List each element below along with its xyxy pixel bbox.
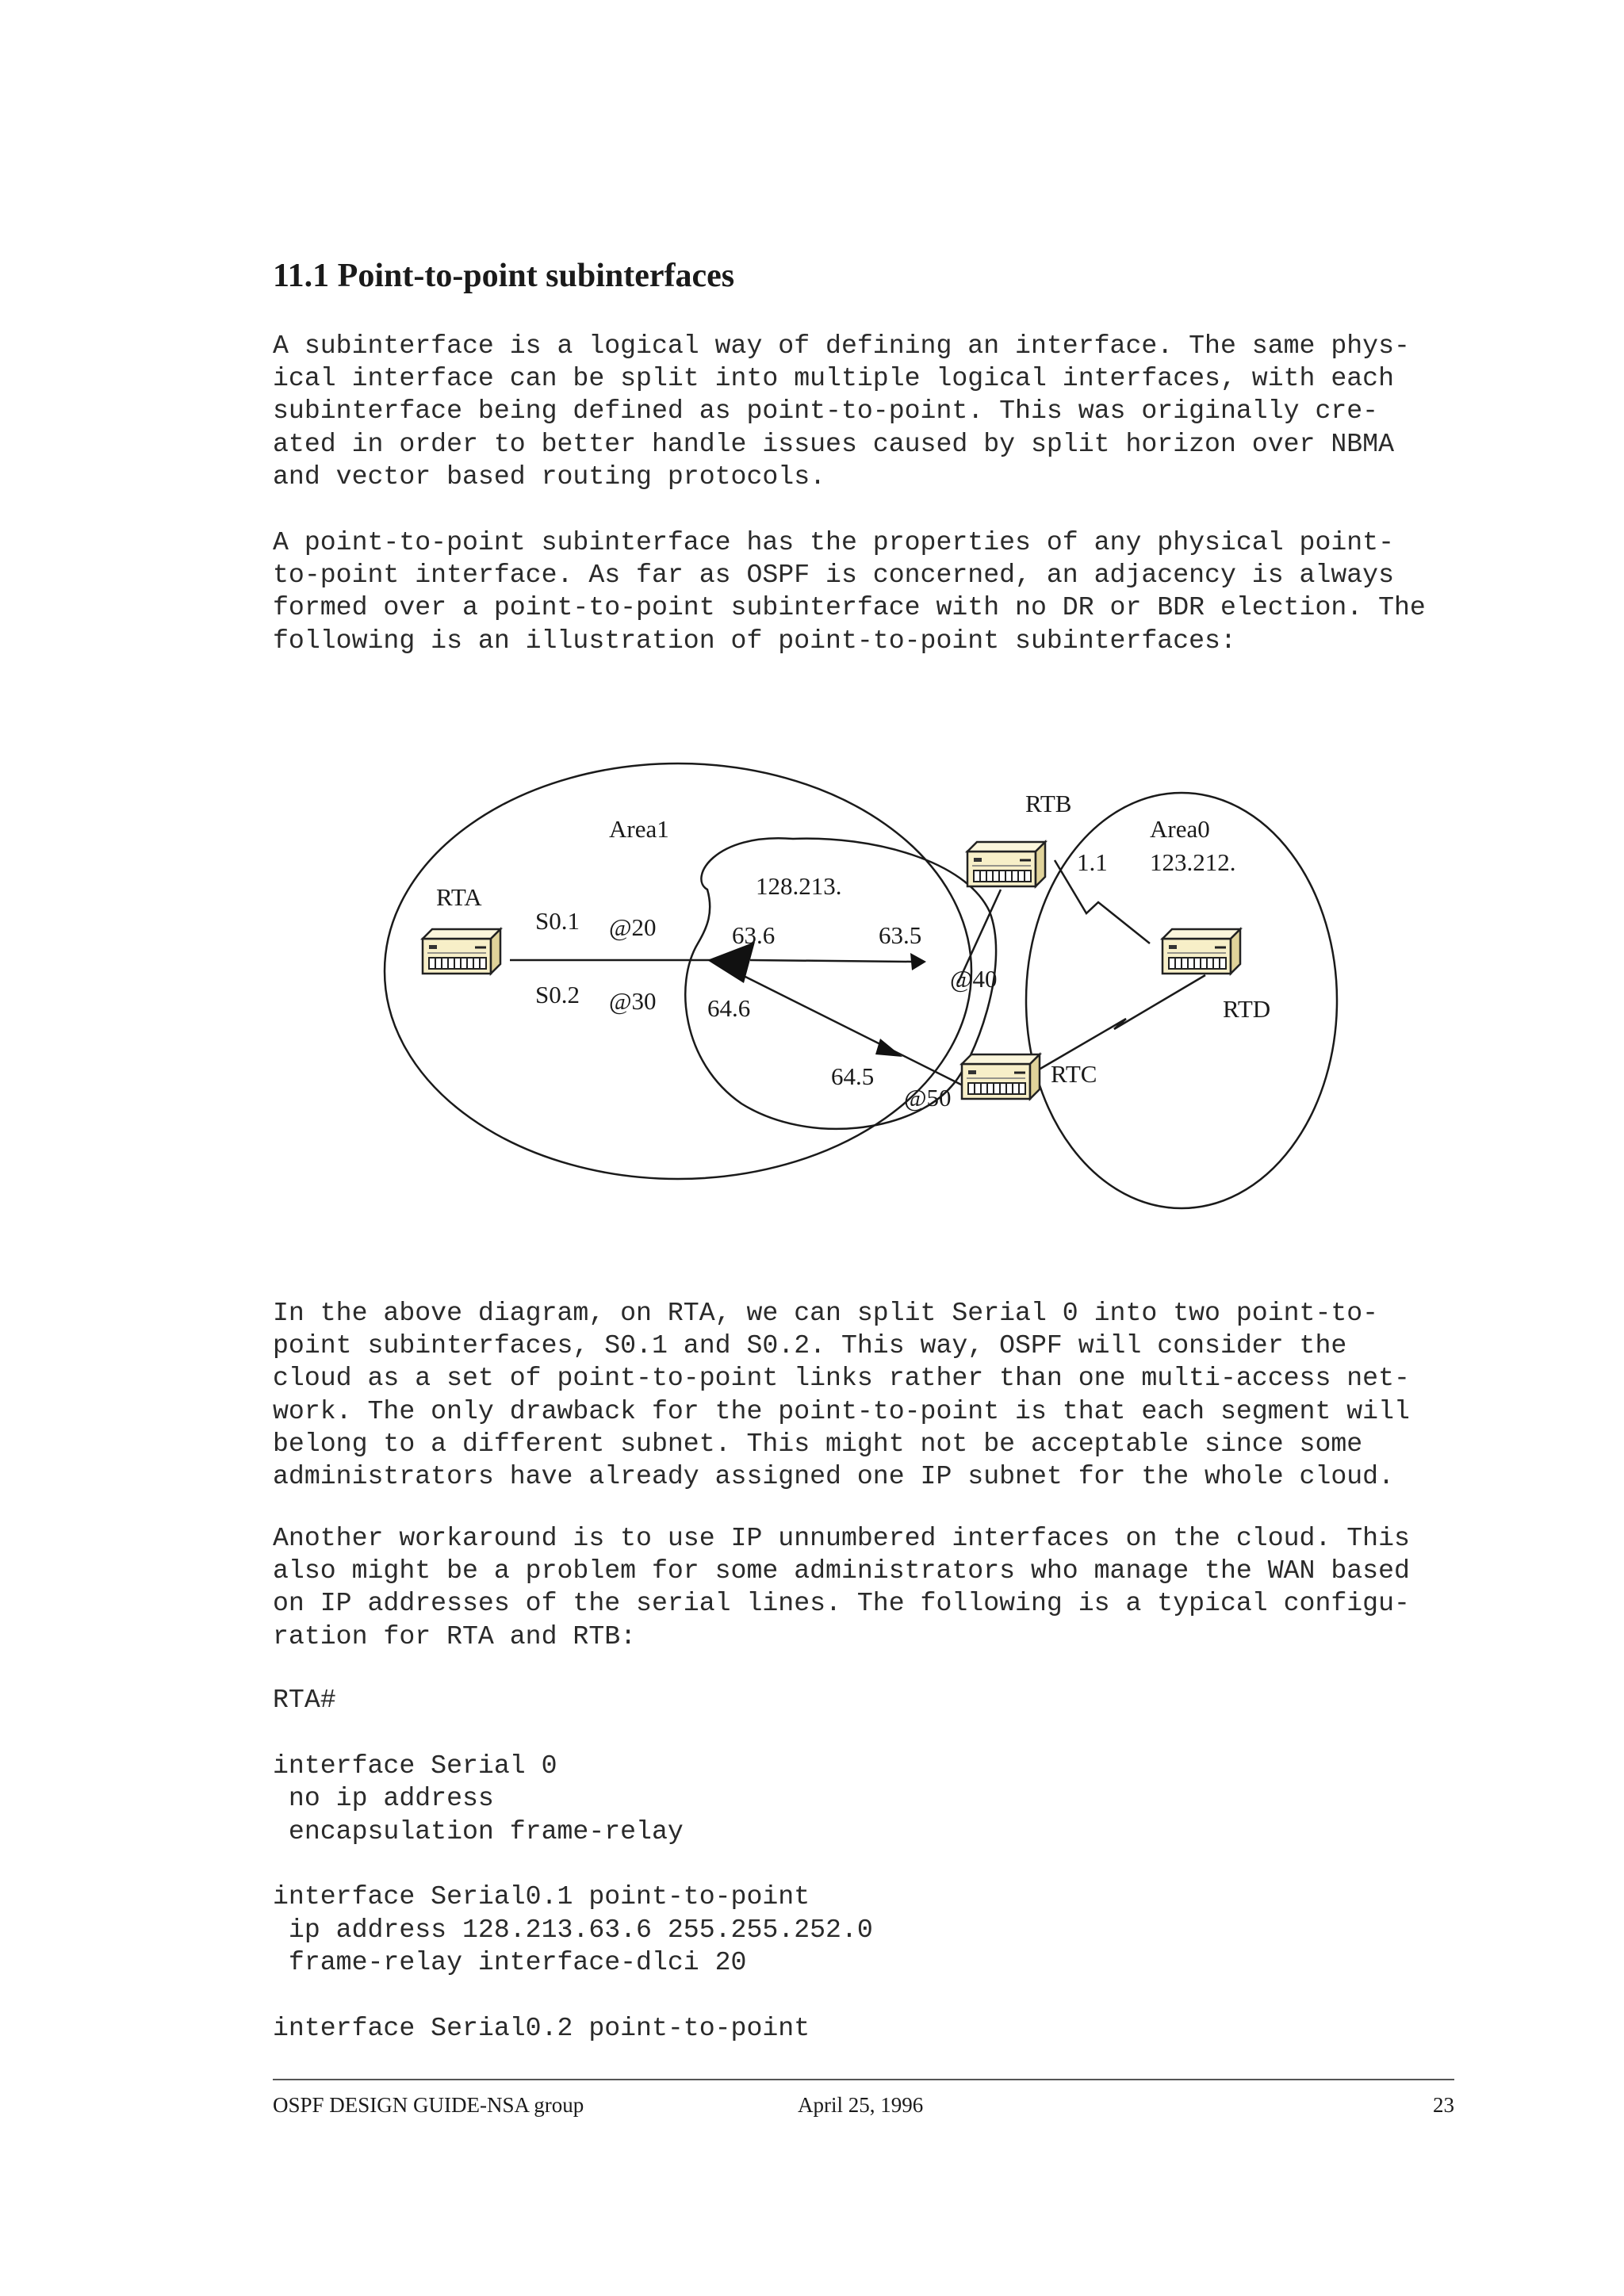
page-number: 23 (1433, 2093, 1454, 2117)
label-area1: Area1 (609, 815, 669, 843)
label-ip-64-5: 64.5 (831, 1062, 875, 1090)
footer-date: April 25, 1996 (798, 2093, 924, 2117)
label-ip-64-6: 64.6 (707, 994, 751, 1022)
link-pvc-rtb (750, 960, 912, 962)
label-rtb: RTB (1025, 790, 1072, 817)
router-rtb-icon (967, 842, 1045, 886)
label-ip-1-1: 1.1 (1077, 848, 1108, 876)
section-heading: 11.1 Point-to-point subinterfaces (273, 258, 735, 294)
arrowhead-rtc (875, 1039, 902, 1057)
label-dlci30: @30 (609, 987, 657, 1015)
label-rta: RTA (436, 883, 482, 911)
label-rtc: RTC (1051, 1060, 1097, 1088)
footer-title: OSPF DESIGN GUIDE-NSA group (273, 2093, 584, 2117)
router-rtc-icon (962, 1054, 1040, 1099)
label-rtd: RTD (1223, 995, 1271, 1023)
router-rtd-icon (1162, 929, 1240, 974)
label-dlci20: @20 (609, 913, 657, 941)
label-s01: S0.1 (535, 907, 580, 935)
label-area0: Area0 (1150, 815, 1210, 843)
paragraph-diagram-explanation: In the above diagram, on RTA, we can split Serial 0 into two point-to- point subinterfaces, S0.1 and S0.2. This way, OSPF will consider the cloud as a set of point-to-point links rather than one multi-access net- work. The only drawback for the point-to-point is that each segment will belong to a different subnet. This might not be acceptable since some administrators have already assigned one IP subnet for the whole cloud. (273, 1298, 1410, 1492)
paragraph-unnumbered-workaround: Another workaround is to use IP unnumbered interfaces on the cloud. This also might be a problem for some administrators who manage the WAN based on IP addresses of the serial lines. The following is a typical configu- ration for RTA and RTB: (273, 1523, 1410, 1651)
label-cloud-net: 128.213. (756, 872, 842, 900)
serial-rtc-rtd (1035, 975, 1205, 1072)
label-dlci40: @40 (950, 965, 998, 993)
label-area0-net: 123.212. (1150, 848, 1236, 876)
router-rta-icon (423, 929, 500, 974)
config-code-block: RTA# interface Serial 0 no ip address encapsulation frame-relay interface Serial0.1 point-to-point ip address 128.213.63.6 255.255.252.0 frame-relay interface-dlci 20 interface Serial0.2 point-to-point (273, 1685, 873, 2044)
label-dlci50: @50 (904, 1084, 952, 1112)
label-ip-63-6: 63.6 (732, 921, 776, 949)
footer-rule (273, 2079, 1454, 2080)
arrowhead-rtb (910, 953, 926, 970)
label-ip-63-5: 63.5 (879, 921, 922, 949)
paragraph-adjacency: A point-to-point subinterface has the properties of any physical point- to-point interface. As far as OSPF is concerned, an adjacency is always formed over a point-to-point subinterface with no DR or BDR election. The following is an illustration of point-to-point subinterfaces: (273, 527, 1426, 656)
label-s02: S0.2 (535, 981, 580, 1008)
paragraph-subinterface-definition: A subinterface is a logical way of defining an interface. The same phys- ical interface can be split into multiple logical interfaces, with each subinterface being defined as point-to-point. This was originally cre- ated in order to better handle issues caused by split horizon over NBMA and vector based routing protocols. (273, 331, 1410, 492)
